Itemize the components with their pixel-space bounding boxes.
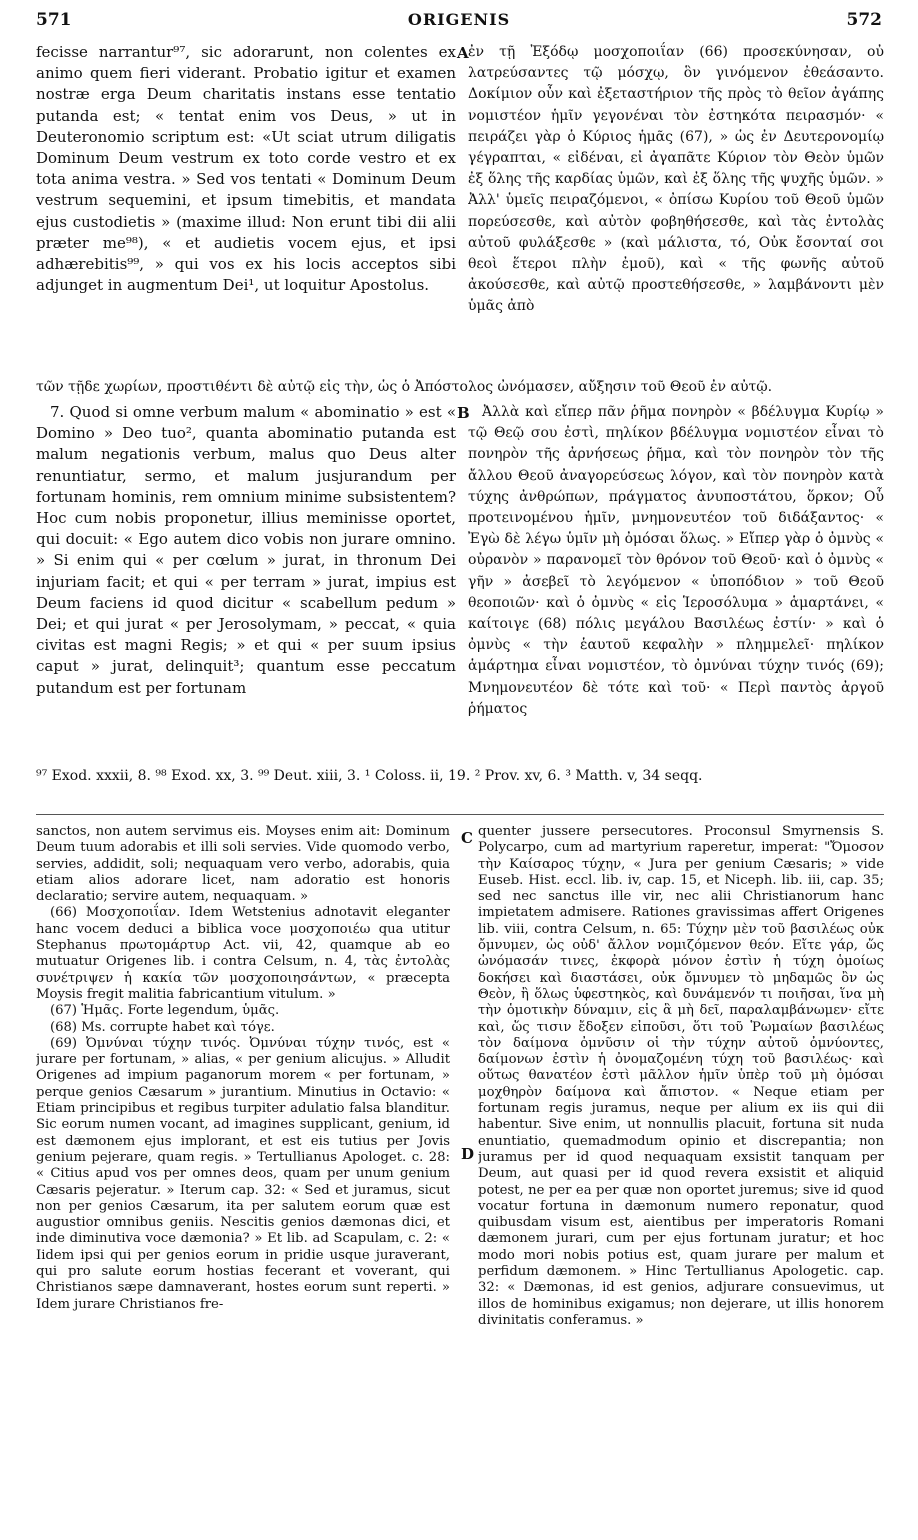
notes-right-column: [478, 824, 884, 1534]
note-68: (68) Ms. corrupte habet καὶ τόγε.: [50, 1019, 275, 1035]
margin-letter-b: B: [457, 404, 470, 422]
note-67: (67) Ἡμᾶς. Forte legendum, ὑμᾶς.: [50, 1003, 280, 1019]
greek-paragraph: Ἀλλὰ καὶ εἴπερ πᾶν ῥῆμα πονηρὸν « βδέλυγμα Κυρίῳ » τῷ Θεῷ σου ἐστὶ, πηλίκον βδέλυγμα νομιστέον εἶναι τὸ πονηρὸν τῆς ἀρνήσεως ῥῆμα, καὶ τὸν πονηρὸν τὸν τῆς ἄλλου Θεοῦ ἀναγορεύσεως λόγον, καὶ τὸν πονηρὸν κατὰ τύχης ἀνθρώπων, πράγματος ἀνυποστάτου, ὅρκον; Οὗ προτεινομένου ἡμῖν, μνημονευτέον τοῦ διδάξαντος· « Ἐγὼ δὲ λέγω ὑμῖν μὴ ὀμόσαι ὅλως. » Εἴπερ γὰρ ὁ ὀμνὺς « οὐρανὸν » παρανομεῖ τὸν θρόνον τοῦ Θεοῦ· καὶ ὁ ὀμνὺς « γῆν » ἀσεβεῖ τὸ λεγόμενον « ὑποπόδιον » τοῦ Θεοῦ θεοποιῶν· καὶ ὁ ὀμνὺς « εἰς Ἱεροσόλυμα » ἁμαρτάνει, « καίτοιγε (68) πόλις μεγάλου Βασιλέως ἐστίν· » καὶ ὁ ὀμνὺς « τὴν ἑαυτοῦ κεφαλὴν » πλημμελεῖ· πηλίκον ἁμάρτημα εἶναι νομιστέον, τὸ ὀμνύναι τύχην τινός (69); Μνημονευτέον δὲ τότε καὶ τοῦ· « Περὶ παντὸς ἀργοῦ ῥήματος: [468, 404, 884, 717]
latin-paragraph: fecisse narrantur⁹⁷, sic adorarunt, non colentes ex animo quem fieri viderant. Probatio igitur et examen nostræ erga Deum charitatis instans esse tentatio putanda est; « tentat enim vos Deus, » ut in Deuteronomio scriptum est: «Ut sciat utrum diligatis Dominum Deum vestrum ex toto corde vestro et ex tota anima vestra. » Sed vos tentati « Dominum Deum vestrum sequemini, et ipsum timebitis, et mandata ejus custodietis » (maxime illud: Non erunt tibi dii alii præter me⁹⁸), « et audietis vocem ejus, et ipsi adhærebitis⁹⁹, » qui vos ex his locis acceptos sibi adjunget in augmentum Dei¹, ut loquitur Apostolus.: [36, 43, 456, 295]
latin-column-2: [36, 402, 456, 760]
greek-column-2: [468, 402, 884, 760]
running-title: ORIGENIS: [407, 10, 511, 29]
greek-column-1: [468, 42, 884, 380]
note-66: (66) Μοσχοποιΐαν. Idem Wetstenius adnotavit eleganter hanc vocem deduci a biblica voce μοσχοποιέω qua utitur Stephanus πρωτομάρτυρ Act. vii, 42, quamque ab eo mutuatur Origenes lib. i contra Celsum, n. 4, τὰς ἐντολὰς συνέτριψεν ἡ κακία τῶν μοσχοποιησάντων, « præcepta Moysis fregit malitia fabricantium vitulum. »: [36, 905, 450, 1002]
latin-column-1: [36, 42, 456, 380]
greek-paragraph: ἐν τῇ Ἐξόδῳ μοσχοποιΐαν (66) προσεκύνησαν, οὐ λατρεύσαντες τῷ μόσχῳ, ὃν γινόμενον ἐθεάσαντο. Δοκίμιον οὖν καὶ ἐξεταστήριον τῆς πρὸς τὸ θεῖον ἀγάπης νομιστέον ἡμῖν γεγονέναι τὸν ἐστηκότα πειρασμόν· « πειράζει γὰρ ὁ Κύριος ἡμᾶς (67), » ὡς ἐν Δευτερονομίῳ γέγραπται, « εἰδέναι, εἰ ἀγαπᾶτε Κύριον τὸν Θεὸν ὑμῶν ἐξ ὅλης τῆς καρδίας ὑμῶν, καὶ ἐξ ὅλης τῆς ψυχῆς ὑμῶν. » Ἀλλ' ὑμεῖς πειραζόμενοι, « ὀπίσω Κυρίου τοῦ Θεοῦ ὑμῶν πορεύσεσθε, καὶ αὐτὸν φοβηθήσεσθε, καὶ τὰς ἐντολὰς αὐτοῦ φυλάξεσθε » (καὶ μάλιστα, τό, Οὐκ ἔσονταί σοι θεοὶ ἕτεροι πλὴν ἐμοῦ), καὶ « τῆς φωνῆς αὐτοῦ ἀκούσεσθε, καὶ αὐτῷ προστεθήσεσθε, » λαμβάνοντι μὲν ὑμᾶς ἀπὸ: [468, 44, 884, 315]
margin-letter-a: A: [457, 44, 469, 62]
divider-rule: [36, 814, 884, 815]
greek-spanning-line: τῶν τῇδε χωρίων, προστιθέντι δὲ αὐτῷ εἰς τὴν, ὡς ὁ Ἀπόστολος ὠνόμασεν, αὔξησιν τοῦ Θεοῦ ἐν αὐτῷ.: [36, 379, 773, 395]
margin-letter-c: C: [461, 829, 473, 847]
note-69: (69) Ὀμνύναι τύχην τινός. Ὀμνύναι τύχην τινός, est « jurare per fortunam, » alias, « per genium alicujus. » Alludit Origenes ad impium paganorum morem « per fortunam, » perque genios Cæsarum » jurantium. Minutius in Octavio: « Etiam principibus et regibus turpiter adulatio falsa blanditur. Sic eorum numen vocant, ad imagines supplicant, genium, id est dæmonem ejus implorant, et est eis tutius per Jovis genium pejerare, quam regis. » Tertullianus Apologet. c. 28: « Citius apud vos per omnes deos, quam per unum genium Cæsaris pejeratur. » Iterum cap. 32: « Sed et juramus, sicut non per genios Cæsarum, ita per salutem eorum quæ est augustior omnibus geniis. Nescitis genios dæmonas dici, et inde diminutiva voce dæmonia? » Et lib. ad Scapulam, c. 2: « Iidem ipsi qui per genios eorum in pridie usque juraverant, qui pro salute eorum hostias fecerant et voverant, qui Christianos sæpe damnaverant, hostes eorum sunt reperti. » Idem jurare Christianos fre-: [36, 1035, 450, 1312]
latin-paragraph: 7. Quod si omne verbum malum « abominatio » est « Domino » Deo tuo², quanta abominatio putanda est malum negationis verbum, malus quo Deus alter renuntiatur, sermo, et malum jusjurandum per fortunam hominis, rem omnium minime subsistentem? Hoc cum nobis proponetur, illius meminisse oportet, qui docuit: « Ego autem dico vobis non jurare omnino. » Si enim qui « per cœlum » jurat, in thronum Dei injuriam facit; et qui « per terram » jurat, impius est Deum faciens id quod dicitur « scabellum pedum » Dei; et qui jurat « per Jerosolymam, » peccat, « quia civitas est magni Regis; » et qui « per suum ipsius caput » jurat, delinquit³; quantum esse peccatum putandum est per fortunam: [36, 403, 456, 697]
left-page-number: 571: [36, 10, 72, 30]
margin-letter-d: D: [461, 1145, 475, 1163]
running-header: [0, 4, 918, 34]
note-paragraph-continued: quenter jussere persecutores. Proconsul Smyrnensis S. Polycarpo, cum ad martyrium raperetur, imperat: "Ὄμοσον τὴν Καίσαρος τύχην, « Jura per genium Cæsaris; » vide Euseb. Hist. eccl. lib. iv, cap. 15, et Niceph. lib. iii, cap. 35; sed nec sanctus ille vir, nec alii Christianorum hanc impietatem admisere. Rationes gravissimas affert Origenes lib. viii, contra Celsum, n. 65: Τύχην μὲν τοῦ βασιλέως οὐκ ὄμνυμεν, ὡς οὐδ' ἄλλον νομιζόμενον θεόν. Εἴτε γάρ, ὥς ὠνόμασάν τινες, ἐκφορὰ μόνον ἐστὶν ἡ τύχη ὁμοίως δοκήσει καὶ διαστάσει, οὐκ ὄμνυμεν τὸ μηδαμῶς ὂν ὡς Θεὸν, ἢ ὅλως ὑφεστηκὸς, καὶ δυνάμενόν τι ποιῆσαι, ἵνα μὴ τὴν ὁμοτικὴν δύναμιν, εἰς ἃ μὴ δεῖ, παραλαμβάνωμεν· εἴτε καὶ, ὥς τισιν ἔδοξεν εἰποῦσι, ὅτι τοῦ Ῥωμαίων βασιλέως τὸν δαίμονα ὀμνῦσιν οἱ τὴν τύχην αὐτοῦ ὀμνύοντες, δαίμονων ἐστὶν ἡ ὀνομαζομένη τύχη τοῦ βασιλέως· καὶ οὕτως θανατέον ἐστὶ μᾶλλον ἡμῖν ὑπὲρ τοῦ μὴ ὀμόσαι μοχθηρὸν δαίμονα καὶ ἄπιστον. « Neque etiam per fortunam regis juramus, neque per alium ex iis qui dii habentur. Sive enim, ut nonnullis placuit, fortuna sit nuda enuntiatio, quemadmodum opinio et discrepantia; non juramus per id quod nequaquam exsistit tanquam per Deum, aut quasi per id quod revera exsistit et aliquid potest, ne per ea per quæ non oportet juremus; sive id quod vocatur fortuna in dæmonum numero reponatur, quod quibusdam visum est, aientibus per imperatoris Romani dæmonem jurari, cum per ejus fortunam juratur; et hoc modo mori nobis potius est, quam jurare per malum et perfidum dæmonem. » Hinc Tertullianus Apologetic. cap. 32: « Dæmonas, id est genios, adjurare consuevimus, ut illos de hominibus exigamus; non dejerare, ut illis honorem divinitatis conferamus. »: [478, 824, 884, 1328]
right-page-number: 572: [846, 10, 882, 30]
note-paragraph: sanctos, non autem servimus eis. Moyses enim ait: Dominum Deum tuum adorabis et illi soli servies. Vide quomodo verbo, servies, addidit, soli; nequaquam vero verbo, adorabis, quia etiam alios adorare licet, nam adoratio est honoris declaratio; servire autem, nequaquam. »: [36, 824, 450, 905]
notes-left-column: [36, 824, 450, 1534]
scripture-footnotes: ⁹⁷ Exod. xxxii, 8. ⁹⁸ Exod. xx, 3. ⁹⁹ Deut. xiii, 3. ¹ Coloss. ii, 19. ² Prov. xv, 6. ³ Matth. v, 34 seqq.: [36, 768, 703, 784]
